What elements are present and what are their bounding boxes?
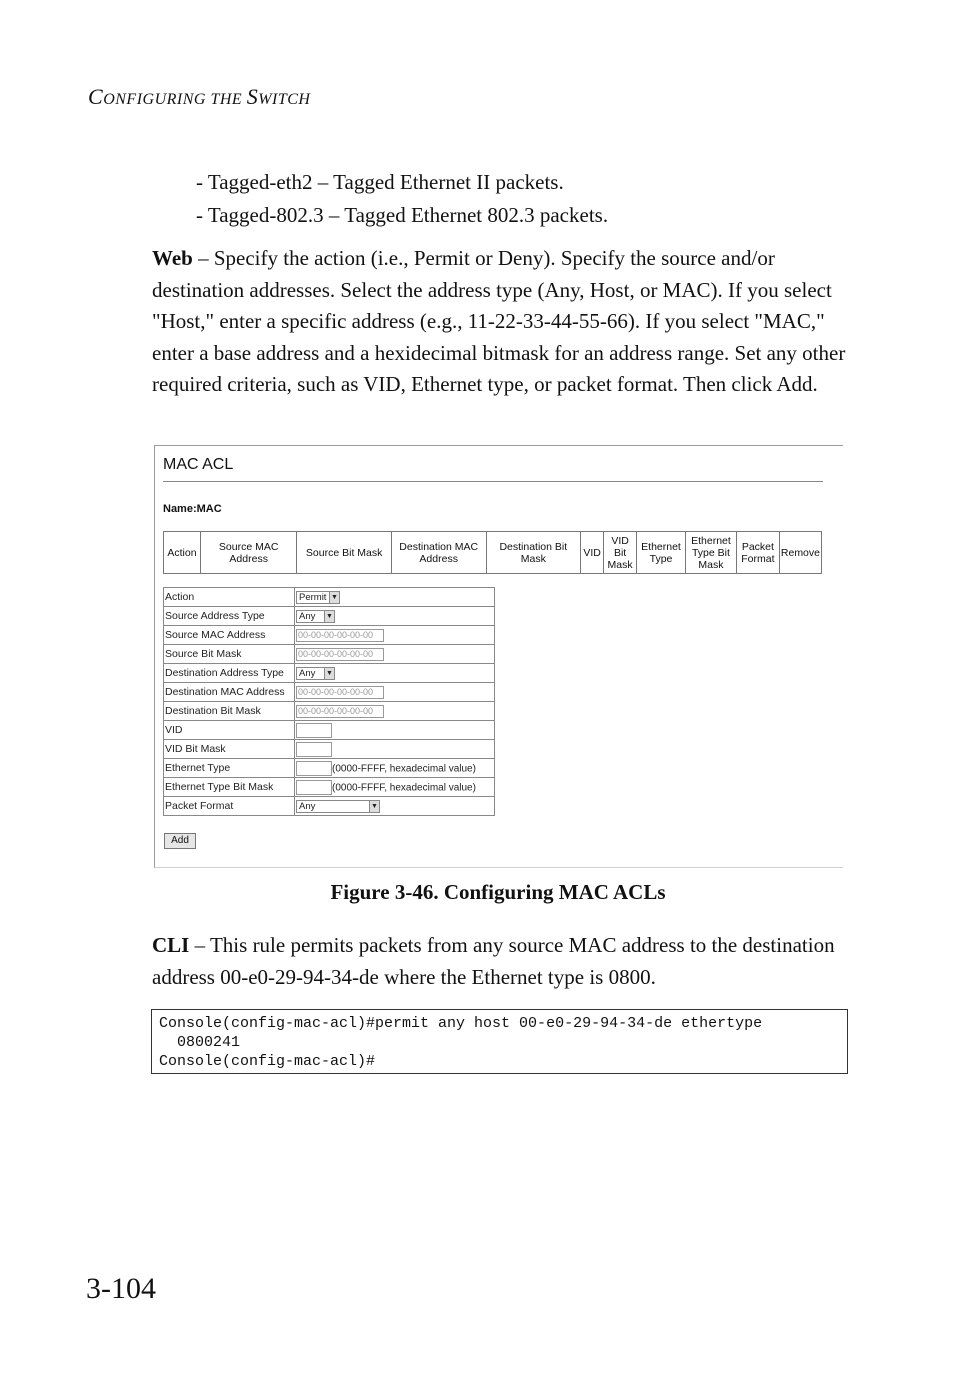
column-header: Action: [164, 532, 201, 574]
column-header: Ethernet Type Bit Mask: [685, 532, 736, 574]
column-header: Ethernet Type: [637, 532, 686, 574]
column-header: VID: [581, 532, 604, 574]
source-address-type-select[interactable]: Any ▼: [296, 610, 335, 623]
vid-bitmask-input[interactable]: [296, 742, 332, 757]
form-label: Source Address Type: [164, 607, 295, 626]
bullet-item: - Tagged-eth2 – Tagged Ethernet II packets.: [196, 170, 564, 194]
column-header: VID Bit Mask: [604, 532, 637, 574]
column-header: Source Bit Mask: [297, 532, 391, 574]
form-label: Source MAC Address: [164, 626, 295, 645]
cli-label: CLI: [152, 933, 190, 957]
column-header: Source MAC Address: [200, 532, 296, 574]
form-label: Destination MAC Address: [164, 683, 295, 702]
form-label: VID Bit Mask: [164, 740, 295, 759]
column-header: Packet Format: [736, 532, 779, 574]
cli-code-block: Console(config-mac-acl)#permit any host 00-e0-29-94-34-de ethertype 0800241 Console(config-mac-acl)#: [151, 1009, 848, 1074]
chevron-down-icon: ▼: [324, 611, 334, 622]
title-divider: [163, 481, 823, 482]
cli-paragraph: [152, 930, 852, 993]
bullet-item: - Tagged-802.3 – Tagged Ethernet 802.3 packets.: [196, 203, 609, 227]
figure-caption: Figure 3-46. Configuring MAC ACLs: [330, 880, 666, 904]
chevron-down-icon: ▼: [369, 801, 379, 812]
form-label: Destination Address Type: [164, 664, 295, 683]
column-header: Destination MAC Address: [391, 532, 486, 574]
acl-name: Name:MAC: [163, 503, 222, 515]
form-label: Action: [164, 588, 295, 607]
chevron-down-icon: ▼: [329, 592, 339, 603]
acl-rules-table: [163, 531, 822, 574]
page-number: 3-104: [86, 1272, 156, 1305]
ethernet-type-bitmask-input[interactable]: [296, 780, 332, 795]
column-header: Remove: [779, 532, 821, 574]
form-label: Packet Format: [164, 797, 295, 816]
form-label: Source Bit Mask: [164, 645, 295, 664]
cli-text: – This rule permits packets from any source MAC address to the destination address 00-e0-29-94-34-de where the Ethernet type is 0800.: [152, 933, 835, 989]
form-label: Ethernet Type Bit Mask: [164, 778, 295, 797]
field-hint: (0000-FFFF, hexadecimal value): [332, 762, 476, 774]
field-hint: (0000-FFFF, hexadecimal value): [332, 781, 476, 793]
destination-address-type-select[interactable]: Any ▼: [296, 667, 335, 680]
running-header: CONFIGURING THE SWITCH: [88, 84, 311, 109]
source-bitmask-input[interactable]: 00-00-00-00-00-00: [296, 648, 384, 661]
destination-mac-input[interactable]: 00-00-00-00-00-00: [296, 686, 384, 699]
column-header: Destination Bit Mask: [486, 532, 581, 574]
form-label: Destination Bit Mask: [164, 702, 295, 721]
action-select[interactable]: Permit ▼: [296, 591, 340, 604]
form-label: VID: [164, 721, 295, 740]
web-label: Web: [152, 246, 193, 270]
ethernet-type-input[interactable]: [296, 761, 332, 776]
destination-bitmask-input[interactable]: 00-00-00-00-00-00: [296, 705, 384, 718]
add-button[interactable]: Add: [164, 833, 196, 849]
web-paragraph: [152, 243, 852, 401]
panel-title: MAC ACL: [163, 456, 234, 473]
source-mac-input[interactable]: 00-00-00-00-00-00: [296, 629, 384, 642]
acl-rule-form: [163, 587, 495, 816]
vid-input[interactable]: [296, 723, 332, 738]
web-text: – Specify the action (i.e., Permit or Deny). Specify the source and/or destination addresses. Select the address type (Any, Host, or MAC). If you select "Host," enter a specific address (e.g., 11-22-33-44-55-66). If you select "MAC," enter a base address and a hexidecimal bitmask for an address range. Set any other required criteria, such as VID, Ethernet type, or packet format. Then click Add.: [152, 246, 846, 396]
chevron-down-icon: ▼: [324, 668, 334, 679]
mac-acl-screenshot: [154, 445, 843, 868]
form-label: Ethernet Type: [164, 759, 295, 778]
packet-format-select[interactable]: Any ▼: [296, 800, 380, 813]
